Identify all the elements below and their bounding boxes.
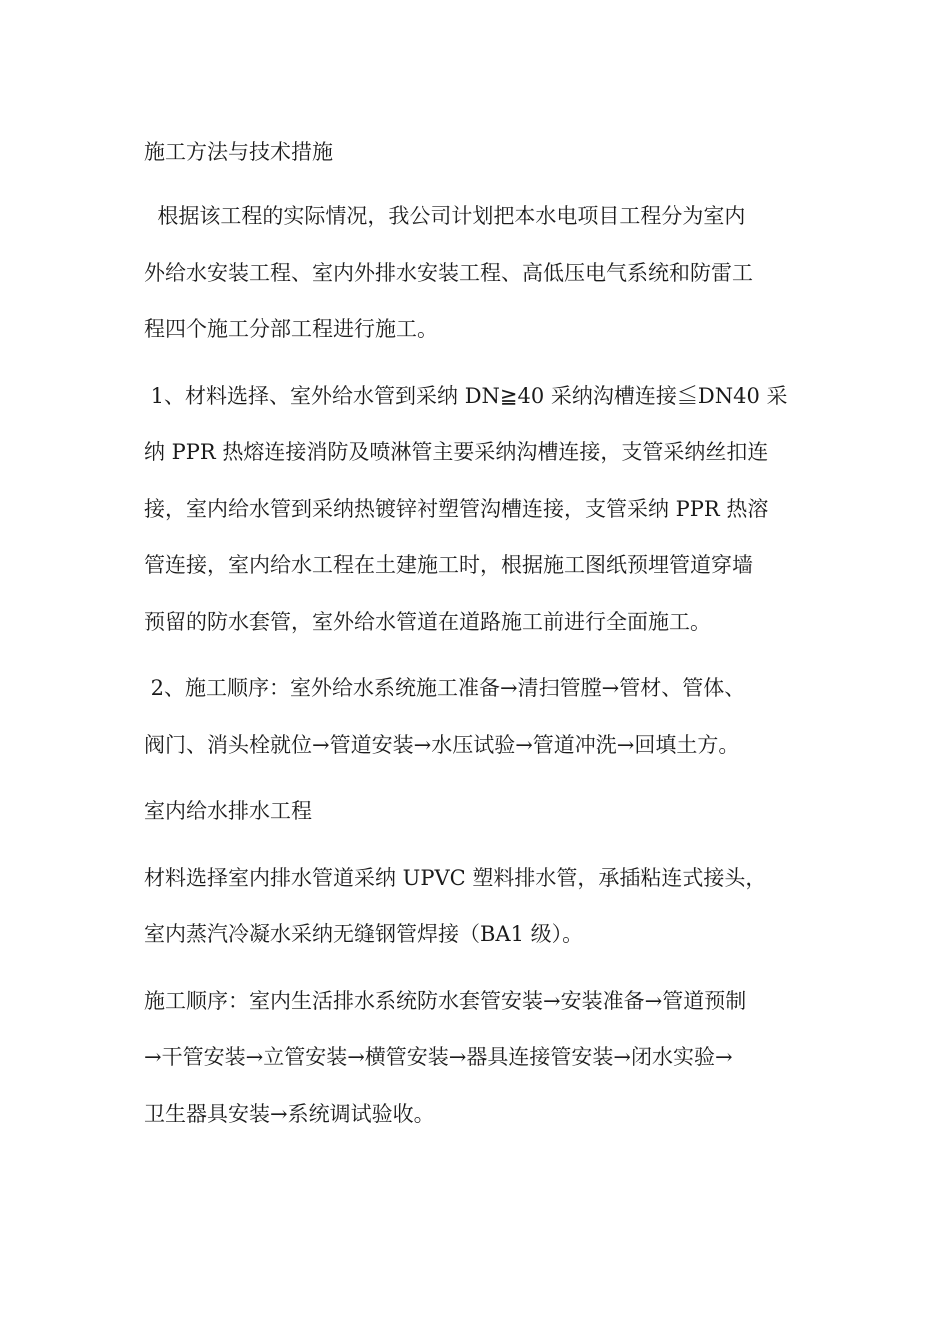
text-line: 外给水安装工程、室内外排水安装工程、高低压电气系统和防雷工 (144, 260, 753, 285)
materials-paragraph (144, 850, 808, 963)
text-line: 施工顺序：室内生活排水系统防水套管安装→安装准备→管道预制 (144, 988, 747, 1013)
document-body (144, 132, 808, 1152)
item-1-paragraph (144, 368, 808, 651)
text-line: 纳 PPR 热熔连接消防及喷淋管主要采纳沟槽连接，支管采纳丝扣连 (144, 440, 769, 464)
text-line: →干管安装→立管安装→横管安装→器具连接管安装→闭水实验→ (144, 1045, 733, 1069)
intro-paragraph (144, 188, 808, 358)
text-line: 1、材料选择、室外给水管到采纳 DN≧40 采纳沟槽连接≦DN40 采 (144, 383, 788, 408)
text-line: 2、施工顺序：室外给水系统施工准备→清扫管膛→管材、管体、 (144, 676, 746, 700)
text-line: 室内蒸汽冷凝水采纳无缝钢管焊接（BA1 级）。 (144, 922, 584, 946)
text-line: 预留的防水套管，室外给水管道在道路施工前进行全面施工。 (144, 609, 711, 634)
text-line: 卫生器具安装→系统调试验收。 (144, 1101, 435, 1126)
text-line: 根据该工程的实际情况，我公司计划把本水电项目工程分为室内 (144, 204, 746, 228)
sequence-paragraph (144, 973, 808, 1143)
document-title: 施工方法与技术措施 (144, 140, 333, 164)
item-2-paragraph (144, 660, 808, 773)
section-2-title: 室内给水排水工程 (144, 799, 312, 823)
text-line: 材料选择室内排水管道采纳 UPVC 塑料排水管，承插粘连式接头， (144, 865, 767, 890)
text-line: 接，室内给水管到采纳热镀锌衬塑管沟槽连接，支管采纳 PPR 热溶 (144, 496, 769, 521)
text-line: 程四个施工分部工程进行施工。 (144, 317, 438, 341)
text-line: 管连接，室内给水工程在土建施工时，根据施工图纸预埋管道穿墙 (144, 553, 753, 577)
text-line: 阀门、消头栓就位→管道安装→水压试验→管道冲洗→回填土方。 (144, 732, 740, 757)
